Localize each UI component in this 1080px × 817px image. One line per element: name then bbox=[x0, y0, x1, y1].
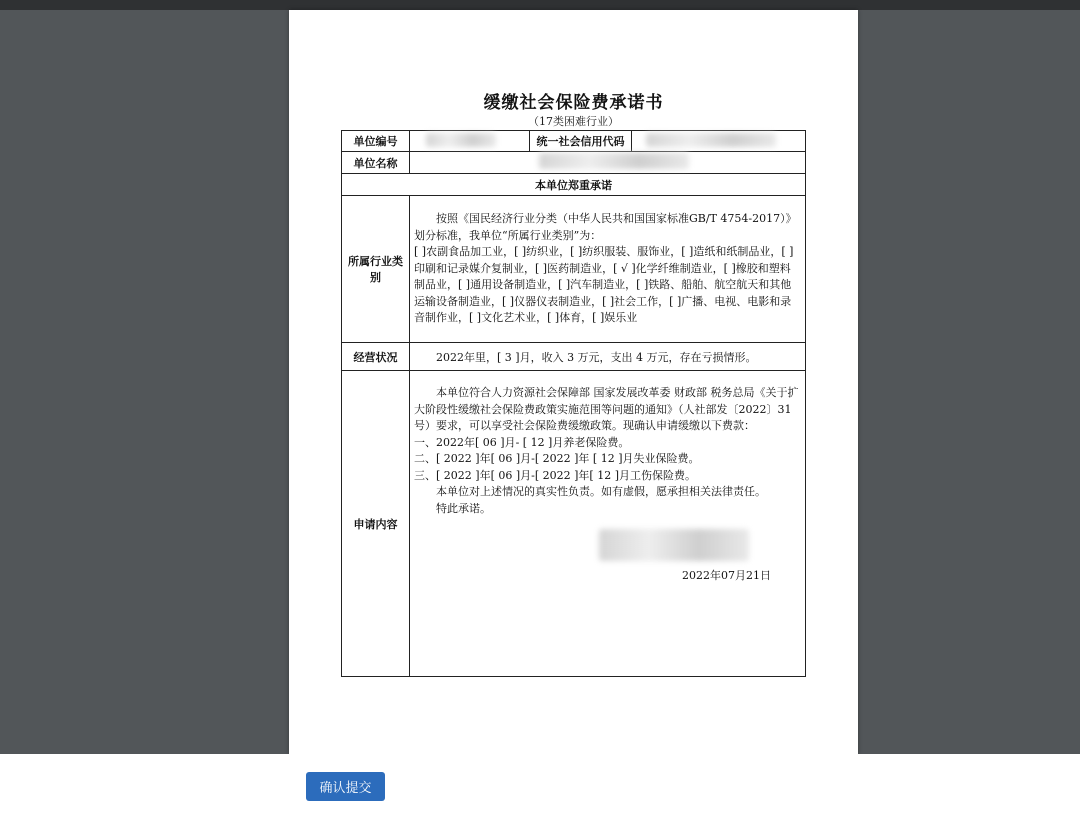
unit-number-row bbox=[342, 131, 806, 152]
pledge-form-table bbox=[341, 130, 806, 677]
application-item-1: 一、2022年[ 06 ]月- [ 12 ]月养老保险费。 bbox=[414, 435, 630, 449]
application-intro: 本单位符合人力资源社会保障部 国家发展改革委 财政部 税务总局《关于扩大阶段性缓缴社会保险费政策实施范围等问题的通知》（人社部发〔2022〕31号）要求，可以享受社会保险费缓缴政策。现确认申请缓缴以下费款： bbox=[414, 386, 799, 432]
unit-name-label: 单位名称 bbox=[342, 152, 410, 174]
responsibility-statement: 本单位对上述情况的真实性负责。如有虚假，愿承担相关法律责任。 bbox=[436, 485, 766, 498]
redacted-credit-code bbox=[646, 133, 776, 147]
redacted-signature-stamp bbox=[599, 529, 749, 561]
application-content bbox=[410, 371, 806, 677]
document-page bbox=[289, 10, 858, 754]
application-item-2: 二、[ 2022 ]年[ 06 ]月-[ 2022 ]年 [ 12 ]月失业保险费。 bbox=[414, 452, 700, 465]
application-row bbox=[342, 371, 806, 677]
document-title: 缓缴社会保险费承诺书 bbox=[483, 93, 664, 113]
application-label: 申请内容 bbox=[342, 371, 410, 677]
unit-name-value bbox=[410, 152, 806, 174]
confirm-submit-button[interactable]: 确认提交 bbox=[306, 772, 385, 801]
credit-code-label: 统一社会信用代码 bbox=[530, 131, 632, 152]
pledge-header-row bbox=[342, 174, 806, 196]
closing-statement: 特此承诺。 bbox=[436, 501, 491, 515]
unit-name-row bbox=[342, 152, 806, 174]
redacted-unit-name bbox=[539, 153, 689, 169]
operation-value bbox=[410, 343, 806, 371]
operation-row bbox=[342, 343, 806, 371]
operation-text: 2022年里，[ 3 ]月，收入 3 万元，支出 4 万元，存在亏损情形。 bbox=[436, 350, 757, 364]
pledge-header: 本单位郑重承诺 bbox=[342, 174, 806, 196]
redacted-unit-number bbox=[426, 133, 496, 147]
industry-row bbox=[342, 196, 806, 343]
document-subtitle: （17类困难行业） bbox=[528, 115, 619, 128]
industry-options: [ ]农副食品加工业，[ ]纺织业，[ ]纺织服装、服饰业，[ ]造纸和纸制品业，[ ]印刷和记录媒介复制业，[ ]医药制造业，[ √ ]化学纤维制造业，[ ]橡胶和塑料制品业，[ ]通用设备制造业，[ ]汽车制造业，[ ]铁路、船舶、航空航天和其他运输设备制造业，[ ]仪器仪表制造业，[ ]社会工作，[ ]广播、电视、电影和录音制作业，[ ]文化艺术业，[ ]体育，[ ]娱乐业 bbox=[414, 245, 794, 325]
unit-number-value bbox=[410, 131, 530, 152]
operation-label: 经营状况 bbox=[342, 343, 410, 371]
industry-intro: 按照《国民经济行业分类（中华人民共和国国家标准GB/T 4754-2017）》划分标准，我单位“所属行业类别”为： bbox=[414, 212, 797, 242]
pledge-date: 2022年07月21日 bbox=[682, 569, 771, 582]
action-bar bbox=[0, 754, 1080, 817]
unit-number-label: 单位编号 bbox=[342, 131, 410, 152]
application-item-3: 三、[ 2022 ]年[ 06 ]月-[ 2022 ]年[ 12 ]月工伤保险费。 bbox=[414, 468, 697, 482]
credit-code-value bbox=[632, 131, 806, 152]
industry-content bbox=[410, 196, 806, 343]
industry-label: 所属行业类别 bbox=[342, 196, 410, 343]
viewer-top-bar bbox=[0, 0, 1080, 10]
